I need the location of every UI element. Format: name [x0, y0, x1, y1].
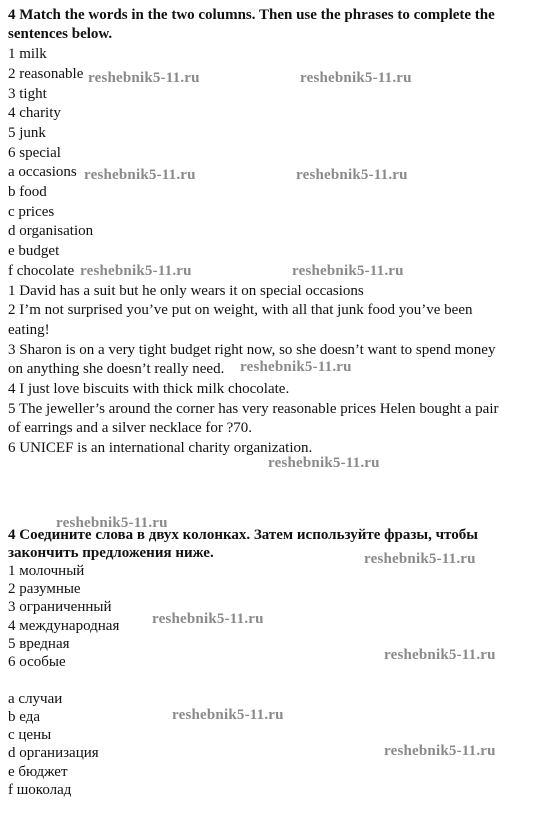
- sentence-line: on anything she doesn’t really need.: [8, 361, 225, 377]
- sentence-line: 4 I just love biscuits with thick milk chocolate.: [8, 381, 290, 397]
- word-list-item: 6 special: [8, 145, 61, 161]
- match-list-item-ru: b еда: [8, 709, 40, 725]
- sentence-line: 2 I’m not surprised you’ve put on weight, with all that junk food you’ve been: [8, 302, 473, 318]
- match-list-item: d organisation: [8, 223, 94, 239]
- match-list-item-ru: с цены: [8, 727, 52, 743]
- word-list-item: 2 reasonable: [8, 66, 84, 82]
- watermark: reshebnik5-11.ru: [300, 70, 412, 86]
- sentence-line: 6 UNICEF is an international charity organization.: [8, 440, 313, 456]
- watermark: reshebnik5-11.ru: [84, 167, 196, 183]
- watermark: reshebnik5-11.ru: [152, 611, 264, 627]
- word-list-item: 3 tight: [8, 86, 47, 102]
- sentence-line: eating!: [8, 322, 50, 338]
- sentence-line: 5 The jeweller’s around the corner has very reasonable prices Helen bought a pair: [8, 401, 499, 417]
- match-list-item-ru: а случаи: [8, 691, 63, 707]
- match-list-item: f chocolate: [8, 263, 75, 279]
- match-list-item: a occasions: [8, 164, 77, 180]
- watermark: reshebnik5-11.ru: [364, 551, 476, 567]
- watermark: reshebnik5-11.ru: [80, 263, 192, 279]
- exercise-heading-line-2: sentences below.: [8, 26, 113, 42]
- watermark: reshebnik5-11.ru: [296, 167, 408, 183]
- watermark: reshebnik5-11.ru: [88, 70, 200, 86]
- watermark: reshebnik5-11.ru: [292, 263, 404, 279]
- word-list-item-ru: 4 международная: [8, 618, 120, 634]
- word-list-item: 5 junk: [8, 125, 46, 141]
- exercise-heading-ru-line-2: закончить предложения ниже.: [8, 545, 214, 561]
- match-list-item-ru: d организация: [8, 745, 99, 761]
- word-list-item-ru: 1 молочный: [8, 563, 85, 579]
- watermark: reshebnik5-11.ru: [56, 515, 168, 531]
- word-list-item: 1 milk: [8, 46, 47, 62]
- watermark: reshebnik5-11.ru: [268, 455, 380, 471]
- word-list-item: 4 charity: [8, 105, 61, 121]
- match-list-item-ru: е бюджет: [8, 764, 68, 780]
- word-list-item-ru: 2 разумные: [8, 581, 81, 597]
- watermark: reshebnik5-11.ru: [384, 743, 496, 759]
- sentence-line: 1 David has a suit but he only wears it on special occasions: [8, 283, 364, 299]
- exercise-heading-ru-line-1: 4 Соедините слова в двух колонках. Затем используйте фразы, чтобы: [8, 527, 478, 543]
- watermark: reshebnik5-11.ru: [240, 359, 352, 375]
- watermark: reshebnik5-11.ru: [172, 707, 284, 723]
- sentence-line: 3 Sharon is on a very tight budget right now, so she doesn’t want to spend money: [8, 342, 496, 358]
- watermark: reshebnik5-11.ru: [384, 647, 496, 663]
- match-list-item: e budget: [8, 243, 60, 259]
- match-list-item-ru: f шоколад: [8, 782, 72, 798]
- word-list-item-ru: 5 вредная: [8, 636, 70, 652]
- sentence-line: of earrings and a silver necklace for ?70.: [8, 420, 253, 436]
- match-list-item: c prices: [8, 204, 55, 220]
- exercise-heading-line-1: 4 Match the words in the two columns. Then use the phrases to complete the: [8, 7, 495, 23]
- word-list-item-ru: 3 ограниченный: [8, 599, 112, 615]
- match-list-item: b food: [8, 184, 47, 200]
- word-list-item-ru: 6 особые: [8, 654, 66, 670]
